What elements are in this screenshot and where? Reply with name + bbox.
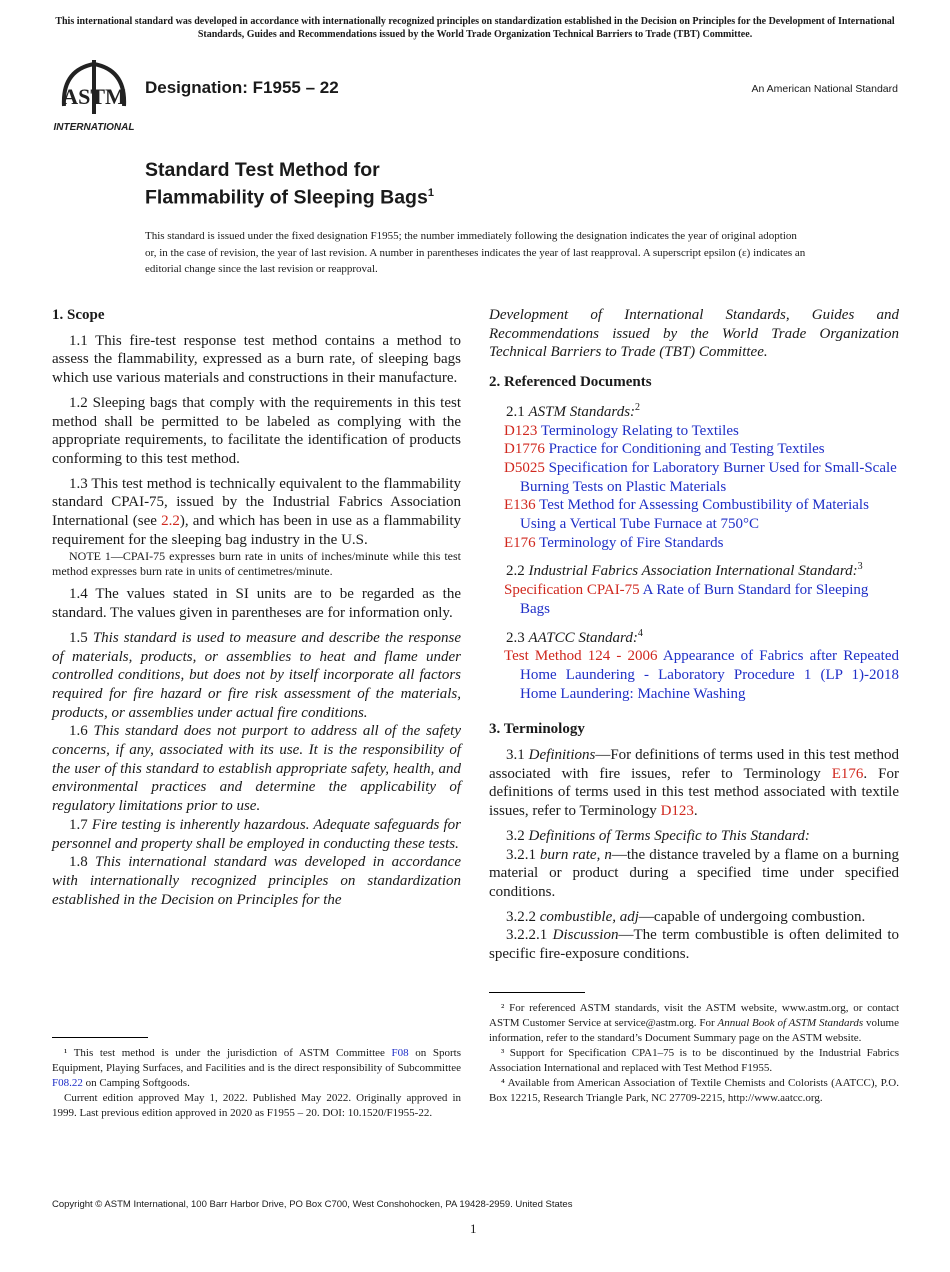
designation: Designation: F1955 – 22 (145, 78, 339, 97)
para-3-1: 3.1 Definitions—For definitions of terms used in this test method associated with fire issues, refer to Terminology E176. For definitions of terms used in this test method associated with textile issues, refer to Terminology D123. (489, 747, 899, 820)
left-column (52, 306, 461, 915)
para-2-3: 2.3 AATCC Standard:$^4$ (506, 627, 643, 646)
copyright-line: Copyright © ASTM International, 100 Barr Harbor Drive, PO Box C700, West Conshohocken, PA 19428-2959. United States (52, 1199, 573, 1210)
para-3-2-1: 3.2.1 burn rate, n—the distance traveled by a flame on a burning material or product during a specified time under specified conditions. (489, 846, 899, 900)
para-1-2: 1.2 Sleeping bags that comply with the requirements in this test method shall be permitted to be labeled as complying with the appropriate requirements, to facilitate the identification of products conforming to this test method. (52, 394, 461, 467)
para-1-8-continued: Development of International Standards, Guides and Recommendations issued by the World Trade Organization Technical Barriers to Trade (TBT) Committee. (489, 307, 899, 361)
para-1-5: 1.5 This standard is used to measure and describe the response of materials, products, or assemblies to heat and flame under controlled conditions, but does not by itself incorporate all factors required for fire hazard or fire risk assessment of the materials, products, or assemblies under actual fire conditions. (52, 629, 461, 721)
footnote-rule-left (52, 1037, 148, 1038)
para-1-3: 1.3 This test method is technically equivalent to the flammability standard CPAI-75, issued by the Industrial Fabrics Association International (see 2.2), and which has been in use as a flammability requirement for the sleeping bag industry in the U.S. (52, 475, 461, 548)
link-d123[interactable]: D123 (660, 803, 694, 820)
link-2-2[interactable]: 2.2 (161, 513, 180, 530)
reference-cpai-75[interactable]: Specification CPAI-75 A Rate of Burn Standard for Sleeping Bags (504, 582, 869, 617)
astm-logo (52, 56, 136, 134)
astm-reference-list (489, 422, 899, 553)
footnote-3: ³ Support for Specification CPA1–75 is to be discontinued by the Industrial Fabrics Association International and replaced with Test Method F1955. (489, 1047, 899, 1074)
logo-subtext: INTERNATIONAL (53, 122, 135, 133)
document-title (145, 159, 434, 210)
para-1-4: 1.4 The values stated in SI units are to be regarded as the standard. The values given in parentheses are for information only. (52, 586, 461, 622)
issuance-statement: This standard is issued under the fixed designation F1955; the number immediately following the designation indicates the year of original adoption or, in the case of revision, the year of last revision. A number in parentheses indicates the year of last reapproval. A superscript epsilon (ε) indicates an editorial change since the last revision or reapproval. (145, 230, 806, 275)
link-e176[interactable]: E176 (831, 765, 864, 782)
title-line-2: Flammability of Sleeping Bags (145, 186, 428, 209)
link-f08-22[interactable]: F08.22 (52, 1077, 83, 1089)
para-1-1: 1.1 This fire-test response test method contains a method to assess the flammability, expressed as a burn rate, of sleeping bags which use various materials and constructions in their manufacture. (52, 332, 461, 387)
page-number: 1 (470, 1221, 477, 1236)
para-3-2-2: 3.2.2 combustible, adj—capable of undergoing combustion. (506, 908, 866, 925)
right-column (489, 306, 899, 970)
section-3-heading: 3. Terminology (489, 721, 585, 738)
reference-aatcc-124[interactable]: Test Method 124 - 2006 Appearance of Fabrics after Repeated Home Laundering - Laboratory Procedure 1 (LP 1)-2018 Home Laundering: Machine Washing (504, 648, 899, 702)
section-2-heading: 2. Referenced Documents (489, 374, 652, 391)
reference-d1776[interactable]: D1776 Practice for Conditioning and Testing Textiles (504, 441, 825, 458)
para-1-8: 1.8 This international standard was developed in accordance with internationally recognized principles on standardization established in the Decision on Principles for the (52, 854, 461, 908)
national-standard-label: An American National Standard (751, 83, 898, 95)
para-3-2: 3.2 Definitions of Terms Specific to This Standard: (506, 827, 810, 844)
para-2-2: 2.2 Industrial Fabrics Association International Standard:$^3$ (506, 561, 863, 580)
reference-d5025[interactable]: D5025 Specification for Laboratory Burner Used for Small-Scale Burning Tests on Plastic Materials (504, 459, 897, 495)
reference-d123[interactable]: D123 Terminology Relating to Textiles (504, 422, 739, 439)
section-1-heading: 1. Scope (52, 307, 105, 323)
footnote-1: ¹ This test method is under the jurisdiction of ASTM Committee F08 on Sports Equipment, Playing Surfaces, and Facilities and is the direct responsibility of Subcommittee F08.22 on Camping Softgoods. Current edition approved May 1, 2022. Published May 2022. Originally approved in 1999. Last previous edition approved in 2020 as F1955 – 20. DOI: 10.1520/F1955-22. (52, 1047, 461, 1119)
note-1: NOTE 1—CPAI-75 expresses burn rate in units of inches/minute while this test method expresses burn rate in units of centimetres/minute. (52, 549, 461, 579)
para-1-7: 1.7 Fire testing is inherently hazardous. Adequate safeguards for personnel and property shall be employed in conducting these tests. (52, 816, 461, 852)
footnotes-right (489, 1001, 899, 1106)
reference-e136[interactable]: E136 Test Method for Assessing Combustibility of Materials Using a Vertical Tube Furnace at 750°C (504, 497, 869, 533)
header-notice: This international standard was developed in accordance with internationally recognized principles on standardization established in the Decision on Principles for the Development of International Standards, Guides and Recommendations issued by the World Trade Organization Technical Barriers to Trade (TBT) Committee. (55, 16, 895, 40)
logo-text: ASTM (62, 84, 126, 109)
title-footnote-mark: 1 (427, 187, 434, 199)
footnote-rule-right (489, 992, 585, 993)
para-2-1: 2.1 ASTM Standards:$^2$ (506, 401, 641, 420)
title-line-1: Standard Test Method for (145, 159, 380, 181)
footnote-4: ⁴ Available from American Association of Textile Chemists and Colorists (AATCC), P.O. Box 12215, Research Triangle Park, NC 27709-2215, http://www.aatcc.org. (489, 1077, 899, 1104)
reference-e176[interactable]: E176 Terminology of Fire Standards (504, 534, 724, 551)
para-1-6: 1.6 This standard does not purport to address all of the safety concerns, if any, associated with its use. It is the responsibility of the user of this standard to establish appropriate safety, health, and environmental practices and determine the applicability of regulatory limitations prior to use. (52, 723, 462, 815)
para-3-2-2-1: 3.2.2.1 Discussion—The term combustible is often delimited to specific fire-exposure conditions. (489, 927, 899, 963)
footnote-2: ² For referenced ASTM standards, visit the ASTM website, www.astm.org, or contact ASTM Customer Service at service@astm.org. For Annual Book of ASTM Standards volume information, refer to the standard’s Document Summary page on the ASTM website. (489, 1002, 899, 1044)
link-f08[interactable]: F08 (391, 1047, 409, 1059)
